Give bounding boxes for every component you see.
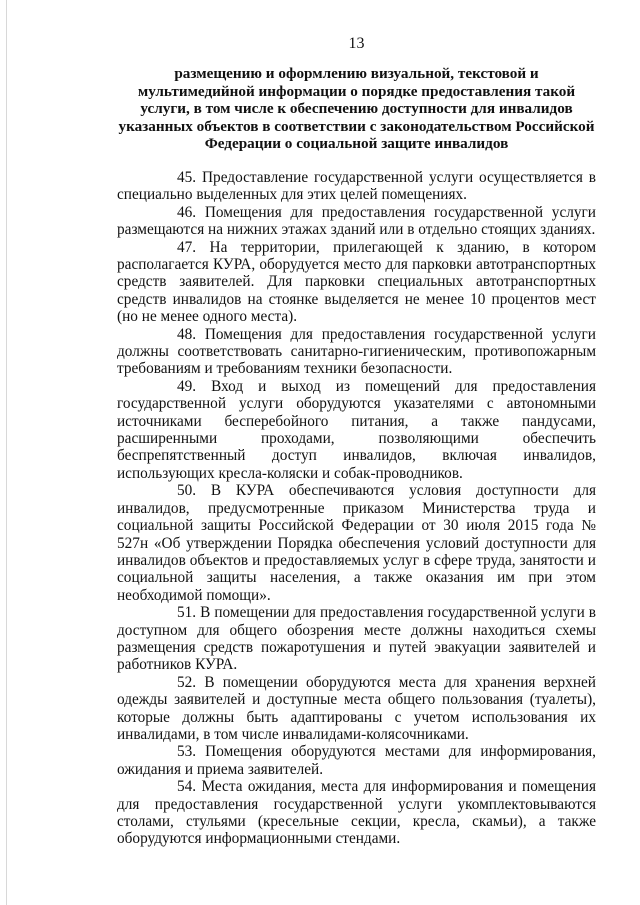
paragraph-54: 54. Места ожидания, места для информирования и помещения для предоставления государственной услуги укомплектовываются столами, стульями (кресельные секции, кресла, скамьи), а также оборудуются информационными стендами.	[117, 778, 596, 848]
paragraph-51: 51. В помещении для предоставления государственной услуги в доступном для общего обозрения месте должны находиться схемы размещения средств пожаротушения и путей эвакуации заявителей и работников КУРА.	[117, 604, 596, 674]
paragraph-52: 52. В помещении оборудуются места для хранения верхней одежды заявителей и доступные места общего пользования (туалеты), которые должны быть адаптированы с учетом использования их инвалидами, в том числе инвалидами-колясочниками.	[117, 673, 596, 743]
paragraph-49: 49. Вход и выход из помещений для предоставления государственной услуги оборудуются указателями с автономными источниками бесперебойного питания, а также пандусами, расширенными проходами, позволяющими обеспечить беспрепятственный доступ инвалидов, включая инвалидов, использующих кресла-коляски и собак-проводников.	[117, 377, 596, 482]
paragraph-53: 53. Помещения оборудуются местами для информирования, ожидания и приема заявителей.	[117, 743, 596, 778]
page-number: 13	[348, 35, 365, 52]
paragraph-45: 45. Предоставление государственной услуги осуществляется в специально выделенных для этих целей помещениях.	[117, 168, 596, 204]
body-text	[117, 169, 596, 848]
paragraph-47: 47. На территории, прилегающей к зданию, в котором располагается КУРА, оборудуется место для парковки автотранспортных средств заявителей. Для парковки специальных автотранспортных средств инвалидов на стоянке выделяется не менее 10 процентов мест (но не менее одного места).	[117, 238, 596, 326]
paragraph-50: 50. В КУРА обеспечиваются условия доступности для инвалидов, предусмотренные приказом Министерства труда и социальной защиты Российской Федерации от 30 июля 2015 года № 527н «Об утверждении Порядка обеспечения условий доступности для инвалидов объектов и предоставляемых услуг в сфере труда, занятости и социальной защиты населения, а также оказания им при этом необходимой помощи».	[117, 482, 596, 604]
paragraph-46: 46. Помещения для предоставления государственной услуги размещаются на нижних этажах зданий или в отдельно стоящих зданиях.	[117, 203, 596, 239]
section-heading: размещению и оформлению визуальной, текстовой и мультимедийной информации о порядке предоставления такой услуги, в том числе к обеспечению доступности для инвалидов указанных объектов в соответствии с законодательством Российской Федерации о социальной защите инвалидов	[118, 65, 595, 153]
paragraph-48: 48. Помещения для предоставления государственной услуги должны соответствовать санитарно-гигиеническим, противопожарным требованиям и требованиям техники безопасности.	[117, 325, 596, 378]
